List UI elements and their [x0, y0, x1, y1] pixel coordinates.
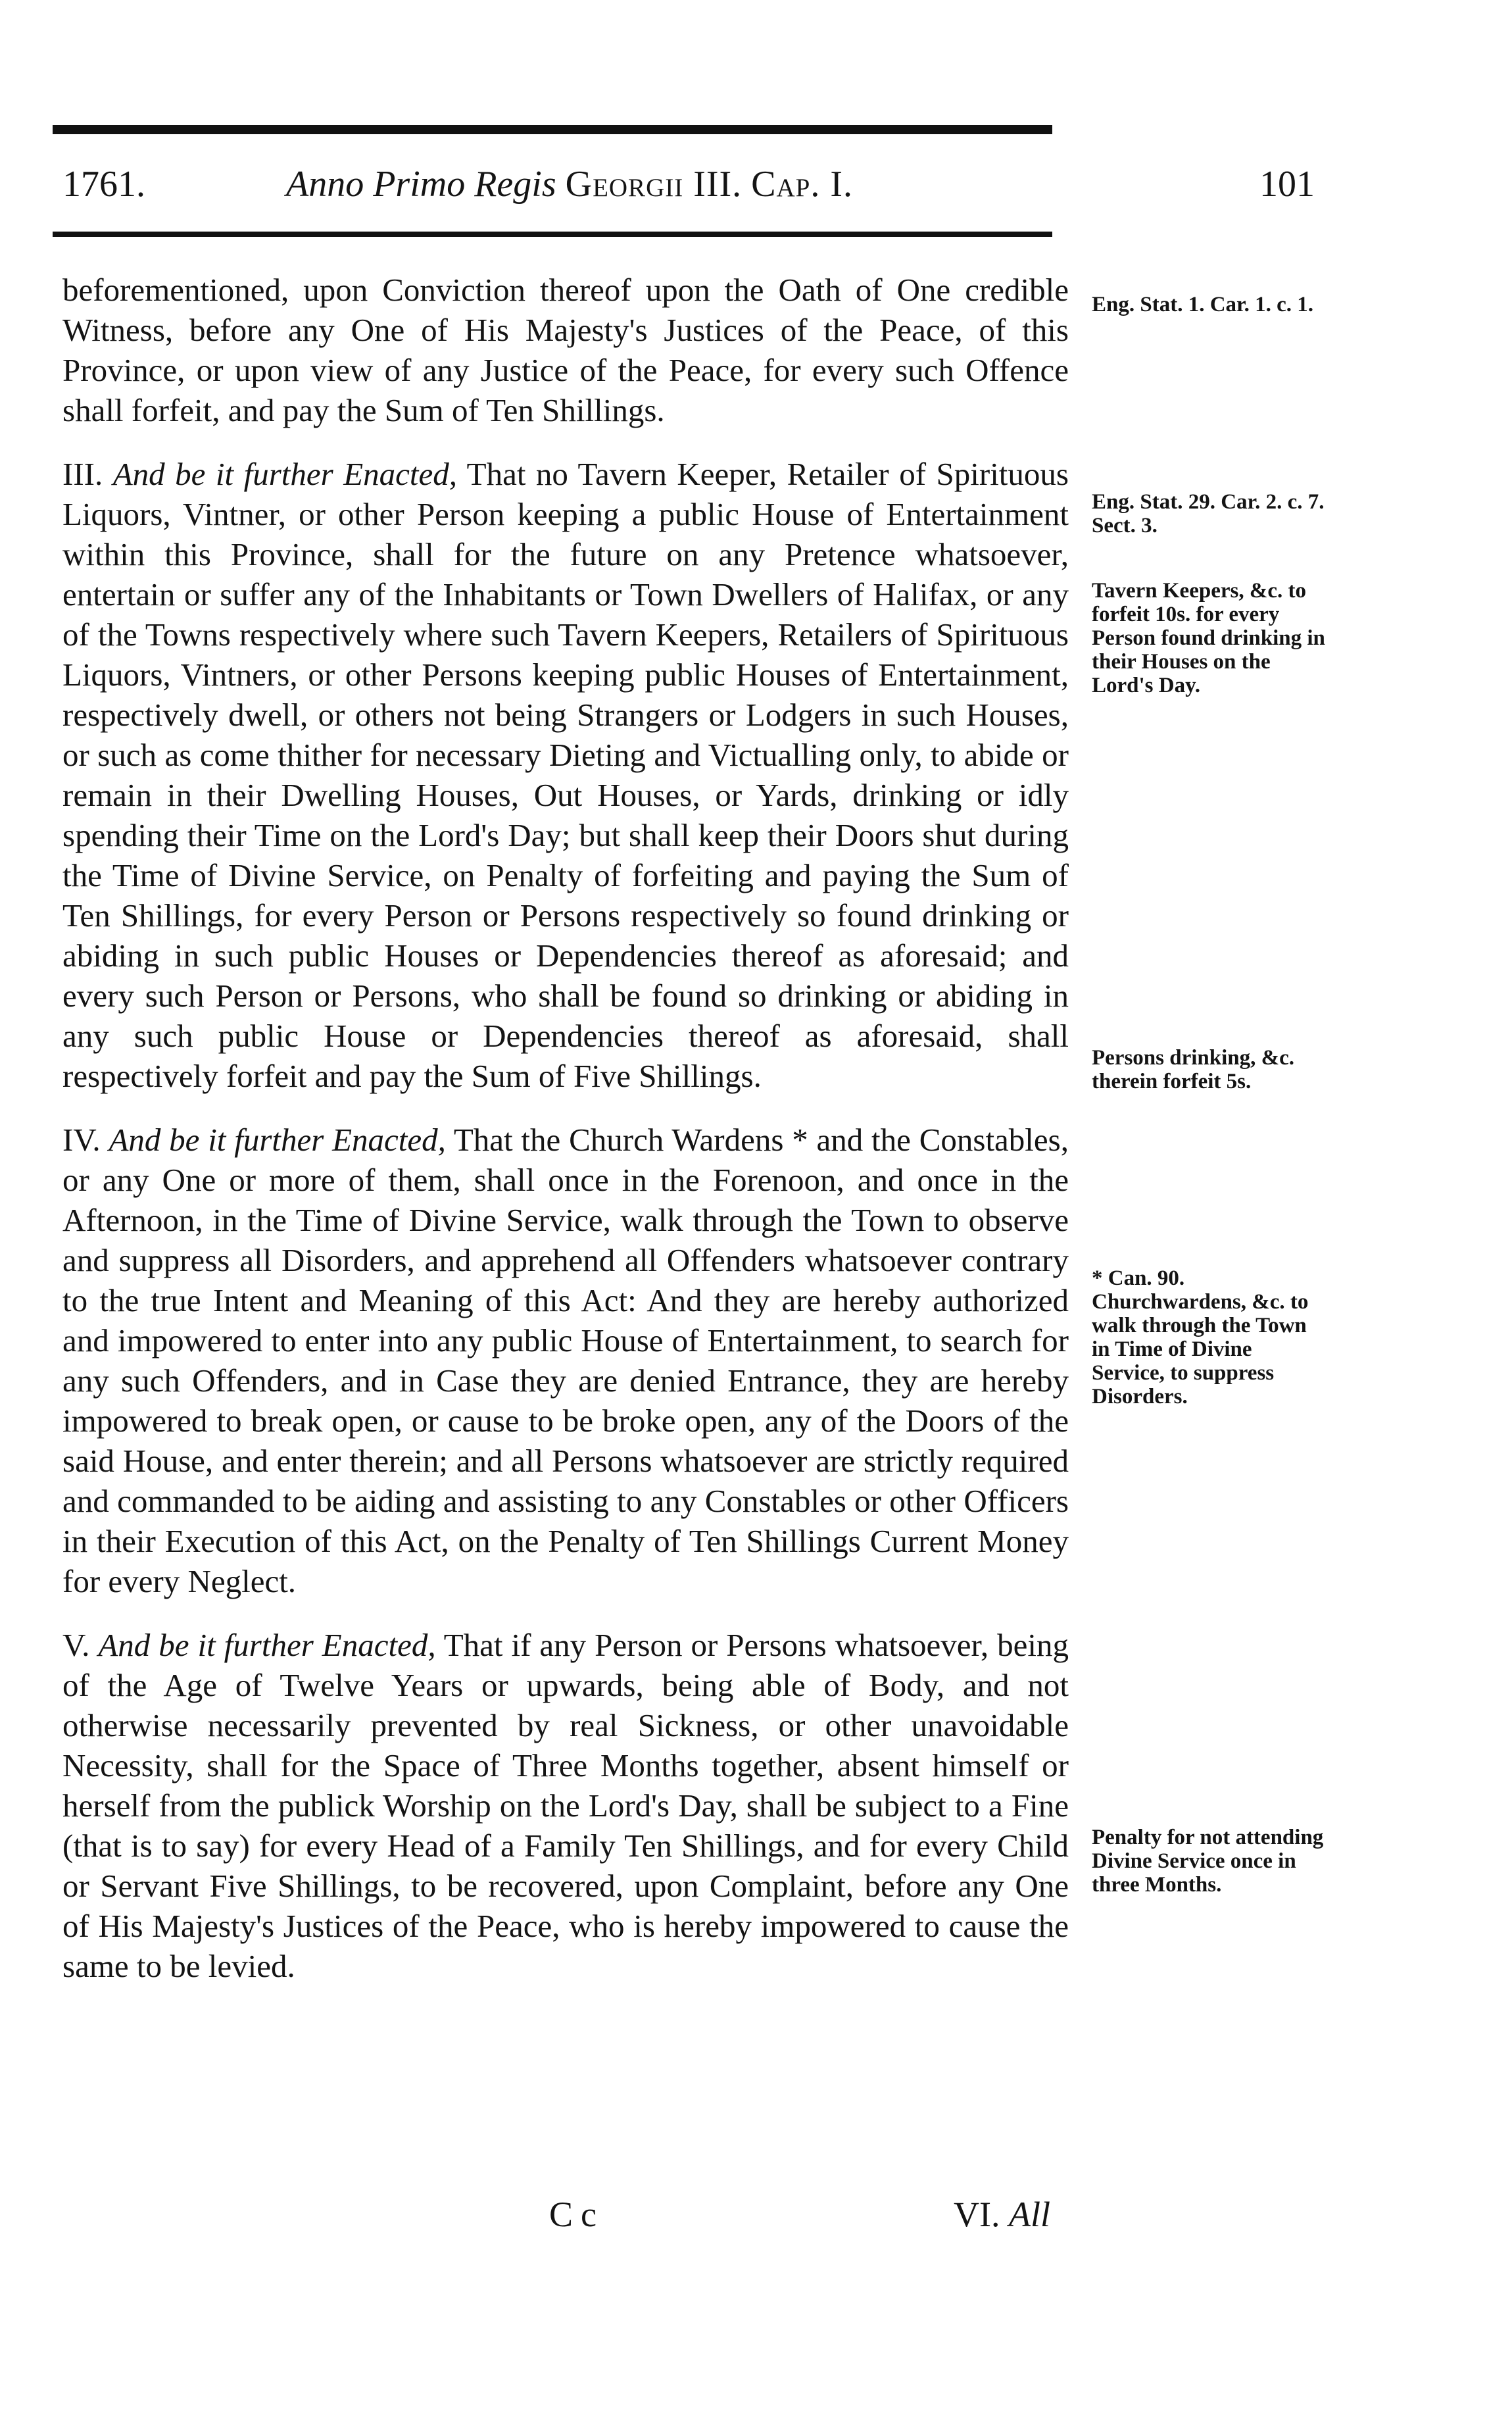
margin-note: Tavern Keepers, &c. to forfeit 10s. for every Person found drinking in their Houses on the Lord's Day.	[1092, 579, 1325, 697]
catchword-word: All	[1008, 2195, 1050, 2234]
header-title-cap: Cap. I.	[751, 164, 854, 205]
enacting-clause: And be it further Enacted,	[98, 1627, 436, 1663]
margin-note: Penalty for not attending Divine Service once in three Months.	[1092, 1826, 1324, 1897]
catchword-number: VI.	[954, 2195, 1000, 2234]
catchword	[954, 2194, 1050, 2235]
margin-note: * Can. 90. Churchwardens, &c. to walk through the Town in Time of Divine Service, to suppress Disorders.	[1092, 1266, 1309, 1408]
paragraph-text: That if any Person or Persons whatsoever, being of the Age of Twelve Years or upwards, being able of Body, and not otherwise necessarily prevented by real Sickness, or other unavoidable Necessity, shall for the Space of Three Months together, absent himself or herself from the publick Worship on the Lord's Day, shall be subject to a Fine (that is to say) for every Head of a Family Ten Shillings, and for every Child or Servant Five Shillings, to be recovered, upon Complaint, before any One of His Majesty's Justices of the Peace, who is hereby impowered to cause the same to be levied.	[62, 1627, 1069, 1984]
margin-note: Eng. Stat. 1. Car. 1. c. 1.	[1092, 293, 1314, 316]
paragraph-section-5	[62, 1625, 1069, 1986]
enacting-clause: And be it further Enacted,	[112, 456, 458, 492]
enacting-clause: And be it further Enacted,	[109, 1122, 446, 1158]
paragraph-continuation	[62, 270, 1069, 430]
section-number: V.	[62, 1627, 90, 1663]
paragraph-section-4	[62, 1120, 1069, 1601]
section-number: IV.	[62, 1122, 101, 1158]
signature-mark: Cc	[549, 2195, 604, 2234]
paragraph-section-3	[62, 454, 1069, 1096]
body-text	[62, 270, 1069, 2010]
header-rule-top	[53, 125, 1052, 134]
header-title-italic: Anno Primo Regis	[286, 164, 556, 205]
page-footer	[0, 2194, 1512, 2247]
paragraph-text: beforementioned, upon Conviction thereof upon the Oath of One credible Witness, before any One of His Majesty's Justices of the Peace, of this Province, or upon view of any Justice of the Peace, for every such Offence shall forfeit, and pay the Sum of Ten Shillings.	[62, 272, 1069, 428]
header-year: 1761.	[62, 164, 145, 205]
page-number: 101	[1259, 164, 1315, 205]
header-title-king: Georgii III.	[565, 164, 743, 205]
margin-note: Eng. Stat. 29. Car. 2. c. 7. Sect. 3.	[1092, 490, 1325, 537]
paragraph-text: That the Church Wardens * and the Constables, or any One or more of them, shall once in the Forenoon, and once in the Afternoon, in the Time of Divine Service, walk through the Town to observe and suppress all Disorders, and apprehend all Offenders whatsoever contrary to the true Intent and Meaning of this Act: And they are hereby authorized and impowered to enter into any public House of Entertainment, to search for any such Offenders, and in Case they are denied Entrance, they are hereby impowered to break open, or cause to be broke open, any of the Doors of the said House, and enter therein; and all Persons whatsoever are strictly required and commanded to be aiding and assisting to any Constables or other Officers in their Execution of this Act, on the Penalty of Ten Shillings Current Money for every Neglect.	[62, 1122, 1069, 1599]
section-number: III.	[62, 456, 103, 492]
running-header	[62, 148, 1315, 220]
header-title	[286, 148, 853, 220]
margin-note: Persons drinking, &c. therein forfeit 5s.	[1092, 1046, 1295, 1093]
paragraph-text: That no Tavern Keeper, Retailer of Spirituous Liquors, Vintner, or other Person keeping a public House of Entertainment within this Province, shall for the future on any Pretence whatsoever, entertain or suffer any of the Inhabitants or Town Dwellers of Halifax, or any of the Towns respectively where such Tavern Keepers, Retailers of Spirituous Liquors, Vintners, or other Persons keeping public Houses of Entertainment, respectively dwell, or others not being Strangers or Lodgers in such Houses, or such as come thither for necessary Dieting and Victualling only, to abide or remain in their Dwelling Houses, Out Houses, or Yards, drinking or idly spending their Time on the Lord's Day; but shall keep their Doors shut during the Time of Divine Service, on Penalty of forfeiting and paying the Sum of Ten Shillings, for every Person or Persons respectively so found drinking or abiding in such public Houses or Dependencies thereof as aforesaid; and every such Person or Persons, who shall be found so drinking or abiding in any such public House or Dependencies thereof as aforesaid, shall respectively forfeit and pay the Sum of Five Shillings.	[62, 456, 1069, 1094]
header-rule-bottom	[53, 232, 1052, 237]
